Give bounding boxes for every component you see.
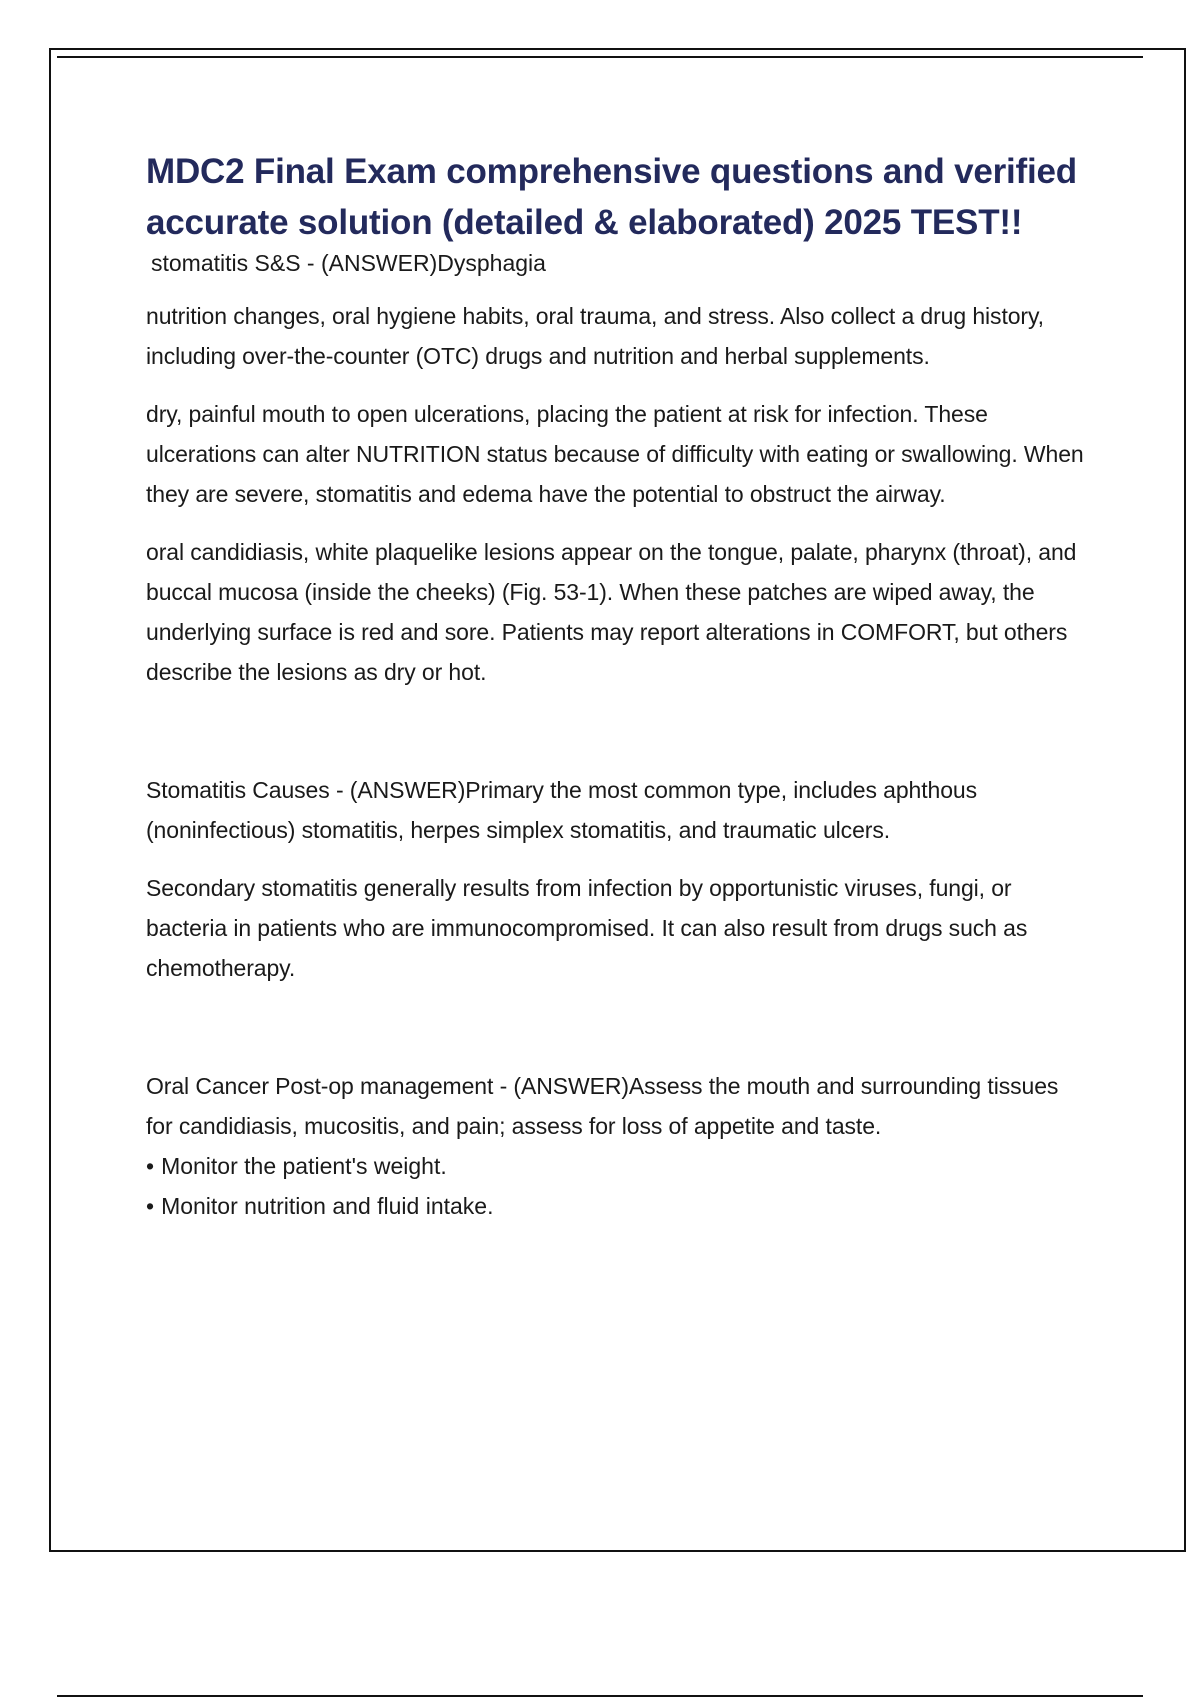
bullet-item xyxy=(146,1146,1086,1186)
top-rule xyxy=(57,56,1143,58)
bullet-text: Monitor the patient's weight. xyxy=(161,1153,447,1179)
bullet-symbol: • xyxy=(146,1153,155,1179)
paragraph-ulceration-effects: dry, painful mouth to open ulcerations, placing the patient at risk for infection. These ulcerations can alter NUTRITION status because of difficulty with eating or swallowing. When they are severe, stomatitis and edema have the potential to obstruct the airway. xyxy=(146,401,1084,507)
bullet-item xyxy=(146,1186,1086,1226)
paragraph-assessment-history: nutrition changes, oral hygiene habits, oral trauma, and stress. Also collect a drug history, including over-the-counter (OTC) drugs and nutrition and herbal supplements. xyxy=(146,303,1044,369)
qa-stomatitis-signs: stomatitis S&S - (ANSWER)Dysphagia xyxy=(151,250,546,276)
paragraph-secondary-stomatitis: Secondary stomatitis generally results from infection by opportunistic viruses, fungi, or bacteria in patients who are immunocompromised. It can also result from drugs such as chemotherapy. xyxy=(146,875,1028,981)
document-title: MDC2 Final Exam comprehensive questions and verified accurate solution (detailed & elaborated) 2025 TEST!! xyxy=(146,152,1077,242)
qa-oral-cancer-postop: Oral Cancer Post-op management - (ANSWER)Assess the mouth and surrounding tissues for candidiasis, mucositis, and pain; assess for loss of appetite and taste. xyxy=(146,1073,1059,1139)
paragraph-oral-candidiasis: oral candidiasis, white plaquelike lesions appear on the tongue, palate, pharynx (throat), and buccal mucosa (inside the cheeks) (Fig. 53-1). When these patches are wiped away, the underlying surface is red and sore. Patients may report alterations in COMFORT, but others describe the lesions as dry or hot. xyxy=(146,539,1077,685)
document-content xyxy=(146,146,1086,1226)
bottom-rule xyxy=(57,1695,1143,1697)
qa-stomatitis-causes: Stomatitis Causes - (ANSWER)Primary the most common type, includes aphthous (noninfectious) stomatitis, herpes simplex stomatitis, and traumatic ulcers. xyxy=(146,777,978,843)
bullet-symbol: • xyxy=(146,1193,155,1219)
bullet-text: Monitor nutrition and fluid intake. xyxy=(161,1193,494,1219)
